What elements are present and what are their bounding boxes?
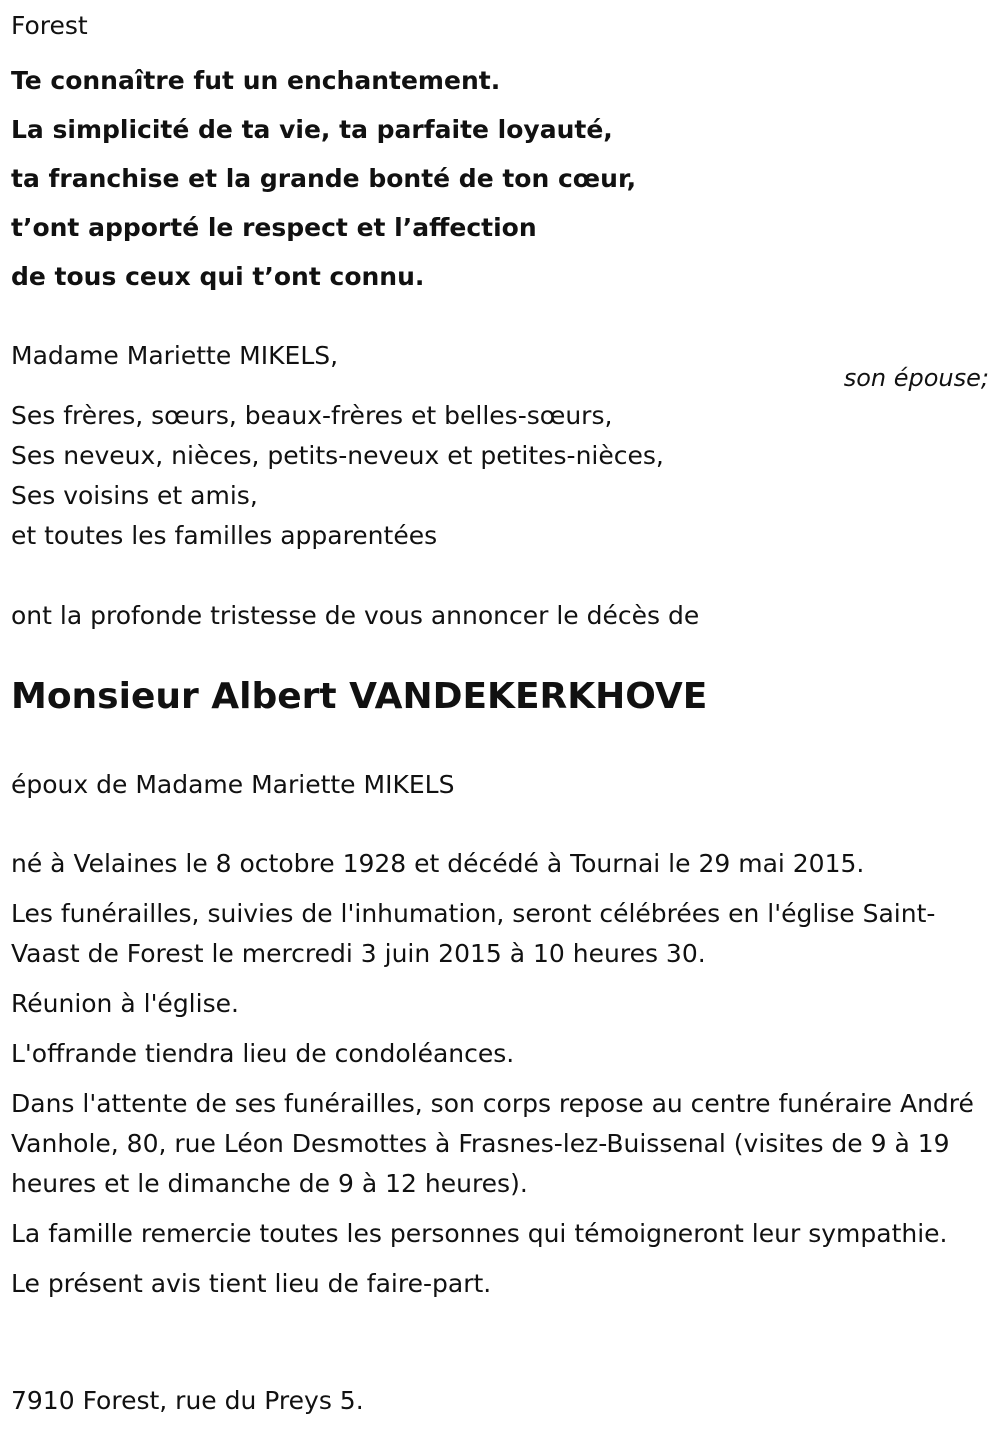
funeral-text: Les funérailles, suivies de l'inhumation, seront célébrées en l'église Saint-Vaast de Forest le mercredi 3 juin 2015 à 10 heures 30. [11,899,936,968]
poem [11,56,636,301]
offering-text: L'offrande tiendra lieu de condoléances. [11,1039,515,1068]
family-line: Ses voisins et amis, [11,481,258,510]
birth-death-text: né à Velaines le 8 octobre 1928 et décédé à Tournai le 29 mai 2015. [11,849,865,878]
poem-line: La simplicité de ta vie, ta parfaite loyauté, [11,115,613,144]
deceased-name: Monsieur Albert VANDEKERKHOVE [11,676,708,717]
poem-line: ta franchise et la grande bonté de ton cœur, [11,164,637,193]
funeral-details [11,844,986,1314]
repose-text: Dans l'attente de ses funérailles, son corps repose au centre funéraire André Vanhole, 80, rue Léon Desmottes à Frasnes-lez-Buissenal (visites de 9 à 19 heures et le dimanche de 9 à 12 heures). [11,1089,974,1198]
family-line: et toutes les familles apparentées [11,521,438,550]
announcement-text: ont la profonde tristesse de vous annoncer le décès de [11,601,700,630]
meeting-text: Réunion à l'église. [11,989,239,1018]
family-line: Ses neveux, nièces, petits-neveux et petites-nièces, [11,441,664,470]
address-text: 7910 Forest, rue du Preys 5. [11,1386,364,1415]
poem-line: Te connaître fut un enchantement. [11,66,501,95]
place-label: Forest [11,11,88,40]
family-list [11,396,664,556]
wife-name: Madame Mariette MIKELS, [11,341,339,370]
thanks-text: La famille remercie toutes les personnes qui témoigneront leur sympathie. [11,1219,948,1248]
family-line: Ses frères, sœurs, beaux-frères et belles-sœurs, [11,401,613,430]
poem-line: de tous ceux qui t’ont connu. [11,262,425,291]
wife-role: son épouse; [843,364,989,392]
poem-line: t’ont apporté le respect et l’affection [11,213,537,242]
spouse-of-text: époux de Madame Mariette MIKELS [11,770,455,799]
notice-text: Le présent avis tient lieu de faire-part. [11,1269,492,1298]
